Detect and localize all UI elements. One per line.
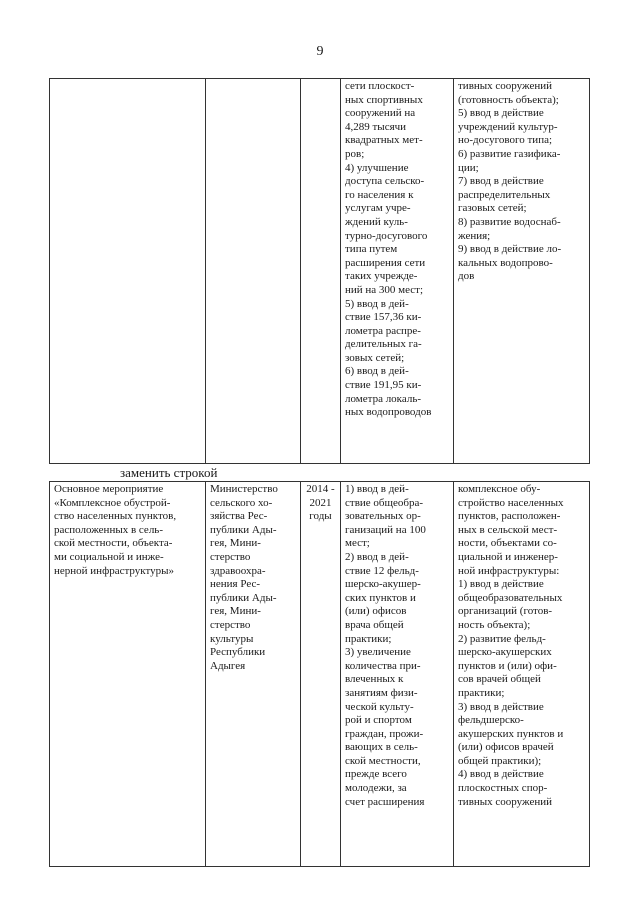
text-line: тивных сооружений (458, 795, 553, 808)
text-line: расположенных в сель- (54, 523, 163, 536)
text-line: рой и спортом (345, 714, 412, 727)
text-line: врача общей (345, 618, 404, 631)
text-line: сооружений на (345, 107, 416, 120)
cell-indicators (454, 482, 590, 867)
text-line: стройство населенных (458, 496, 564, 509)
text-line: 8) развитие водоснаб- (458, 215, 561, 228)
text-line: зовых сетей; (345, 351, 405, 364)
cell-executor (206, 79, 301, 464)
text-line: ских пунктов и (345, 591, 416, 604)
text-line: здравоохра- (210, 564, 266, 577)
replace-label: заменить строкой (120, 465, 218, 480)
text-line: «Комплексное обустрой- (54, 496, 171, 509)
text-line: распределительных (458, 188, 551, 201)
text-line: газовых сетей; (458, 202, 527, 215)
text-line: общеобразовательных (458, 591, 563, 604)
text-line: зяйства Рес- (210, 510, 268, 523)
text-line: общей практики); (458, 754, 542, 767)
text-line: занятиям физи- (345, 686, 418, 699)
text-line: сети плоскост- (345, 80, 415, 92)
text-line: (готовность объекта); (458, 93, 559, 106)
text-line: практики; (458, 686, 505, 699)
text-line: пунктов и (или) офи- (458, 659, 557, 672)
text-line: ской местности, (345, 754, 421, 767)
text-line: турно-досугового (345, 229, 428, 242)
text-line: стерство (210, 550, 251, 563)
text-line: гея, Мини- (210, 537, 261, 550)
text-line: ний на 300 мест; (345, 283, 424, 296)
cell-event (50, 79, 206, 464)
text-line: нерной инфраструктуры» (54, 564, 175, 577)
text-line: мест; (345, 537, 370, 550)
text-line: расширения сети (345, 256, 426, 269)
cell-expected-result (341, 79, 454, 464)
page-number: 9 (316, 44, 324, 59)
text-line: ствие 191,95 ки- (345, 379, 422, 392)
text-line: ство населенных пунктов, (54, 510, 177, 523)
text-line: фельдшерско- (458, 714, 524, 727)
text-line: зовательных ор- (345, 510, 421, 523)
text-line: 2) развитие фельд- (458, 632, 546, 645)
text-line: шерско-акушер- (345, 578, 421, 591)
text-line: кальных водопрово- (458, 256, 553, 269)
text-line: 4) улучшение (345, 161, 409, 174)
text-line: ров; (345, 147, 365, 160)
cell-term (301, 482, 341, 867)
text-line: 1) ввод в дей- (345, 483, 409, 495)
text-line: 1) ввод в действие (458, 578, 544, 591)
text-line: ганизаций на 100 (345, 523, 426, 536)
text-line: 2014 - (306, 483, 335, 495)
text-line: циальной и инженер- (458, 550, 558, 563)
text-line: годы (309, 510, 332, 523)
text-line: (или) офисов (345, 605, 407, 618)
text-line: ждений куль- (345, 215, 408, 228)
cell-indicators (454, 79, 590, 464)
text-line: 4,289 тысячи (345, 120, 407, 133)
cell-expected-result (341, 482, 454, 867)
text-line: 7) ввод в действие (458, 175, 544, 188)
text-line: типа путем (345, 243, 398, 256)
text-line: 4) ввод в действие (458, 768, 544, 781)
text-line: практики; (345, 632, 392, 645)
text-line: ческой культу- (345, 700, 414, 713)
text-line: Республики (210, 646, 266, 659)
text-line: Министерство (210, 483, 278, 495)
table-row (50, 482, 590, 867)
replacement-table (49, 481, 590, 867)
text-line: шерско-акушерских (458, 646, 552, 659)
text-line: ской местности, объекта- (54, 537, 173, 550)
text-line: прежде всего (345, 768, 407, 781)
text-line: граждан, прожи- (345, 727, 424, 740)
cell-executor (206, 482, 301, 867)
text-line: 6) развитие газифика- (458, 147, 561, 160)
text-line: 2) ввод в дей- (345, 550, 409, 563)
text-line: тивных сооружений (458, 80, 553, 92)
text-line: таких учрежде- (345, 270, 418, 283)
text-line: 5) ввод в дей- (345, 297, 409, 310)
text-line: го населения к (345, 188, 414, 201)
text-line: 9) ввод в действие ло- (458, 243, 562, 256)
text-line: ствие 157,36 ки- (345, 311, 422, 324)
text-line: ных спортивных (345, 93, 423, 106)
text-line: ствие 12 фельд- (345, 564, 419, 577)
text-line: ности, объектами со- (458, 537, 557, 550)
text-line: сов врачей общей (458, 673, 541, 686)
text-line: вающих в сель- (345, 741, 418, 754)
text-line: 2021 (309, 496, 332, 509)
text-line: ции; (458, 161, 479, 174)
cell-event (50, 482, 206, 867)
text-line: дов (458, 270, 475, 283)
text-line: комплексное обу- (458, 483, 541, 495)
text-line: влеченных к (345, 673, 404, 686)
text-line: ной инфраструктуры: (458, 564, 560, 577)
text-line: (или) офисов врачей (458, 741, 554, 754)
text-line: ми социальной и инже- (54, 550, 164, 563)
text-line: Основное мероприятие (54, 483, 164, 495)
text-line: квадратных мет- (345, 134, 423, 147)
text-line: плоскостных спор- (458, 782, 548, 795)
text-line: пунктов, расположен- (458, 510, 561, 523)
text-line: доступа сельско- (345, 175, 425, 188)
text-line: гея, Мини- (210, 605, 261, 618)
text-line: публики Ады- (210, 591, 277, 604)
text-line: лометра локаль- (345, 392, 422, 405)
text-line: лометра распре- (345, 324, 421, 337)
text-line: стерство (210, 618, 251, 631)
text-line: учреждений культур- (458, 120, 558, 133)
text-line: жения; (458, 229, 491, 242)
text-line: Адыгея (210, 659, 246, 672)
text-line: услугам учре- (345, 202, 411, 215)
text-line: молодежи, за (345, 782, 407, 795)
text-line: количества при- (345, 659, 421, 672)
text-line: 3) увеличение (345, 646, 411, 659)
continuation-table (49, 78, 590, 464)
text-line: акушерских пунктов и (458, 727, 564, 740)
text-line: делительных га- (345, 338, 422, 351)
text-line: нения Рес- (210, 578, 261, 591)
text-line: ных в сельской мест- (458, 523, 558, 536)
text-line: культуры (210, 632, 254, 645)
text-line: ность объекта); (458, 618, 531, 631)
text-line: 5) ввод в действие (458, 107, 544, 120)
text-line: сельского хо- (210, 496, 273, 509)
text-line: ных водопроводов (345, 406, 432, 419)
table-row (50, 79, 590, 464)
text-line: организаций (готов- (458, 605, 553, 618)
cell-term (301, 79, 341, 464)
text-line: публики Ады- (210, 523, 277, 536)
text-line: 3) ввод в действие (458, 700, 544, 713)
text-line: но-досугового типа; (458, 134, 553, 147)
text-line: счет расширения (345, 795, 425, 808)
text-line: ствие общеобра- (345, 496, 423, 509)
text-line: 6) ввод в дей- (345, 365, 409, 378)
